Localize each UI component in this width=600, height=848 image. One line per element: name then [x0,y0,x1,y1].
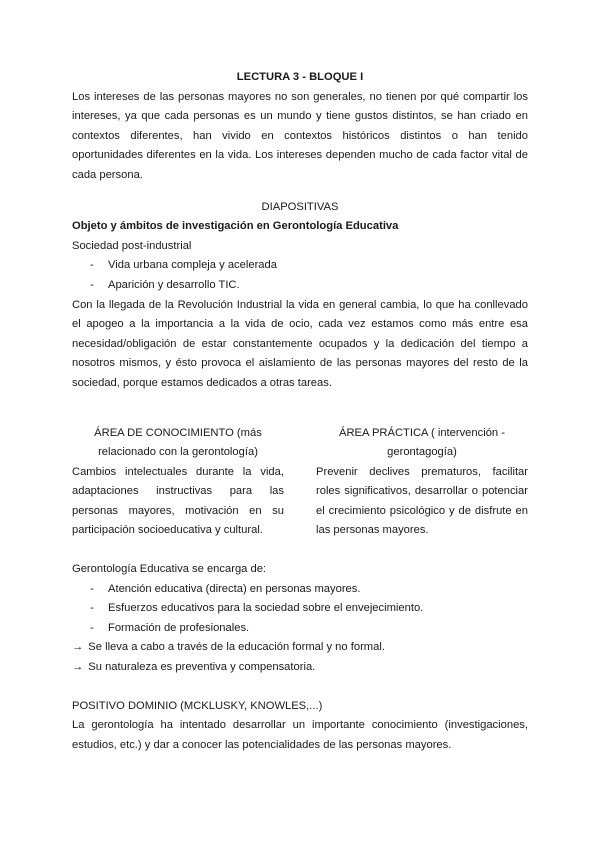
knowledge-area-column [72,424,284,542]
practical-area-body: Prevenir declives prematuros, facilitar roles significativos, desarrollar o potenciar el crecimiento psicológico y de disfrute en las personas mayores. [316,465,528,537]
knowledge-area-heading-line2: relacionado con la gerontología) [98,446,258,459]
list-item: - Vida urbana compleja y acelerada [72,256,528,276]
practical-area-heading-line2: gerontagogía) [387,446,457,459]
intro-paragraph: Los intereses de las personas mayores no son generales, no tienen por qué compartir los intereses, ya que cada personas es un mundo y tiene gustos distintos, se han criado en contextos diferentes, han vivido en contextos históricos distintos o han tenido oportunidades diferentes en la vida. Los intereses dependen mucho de cada factor vital de cada persona. [72,90,528,181]
slides-heading: DIAPOSITIVAS [261,200,339,213]
arrow-item: → Su naturaleza es preventiva y compensatoria. [72,661,316,674]
practical-area-column [316,424,528,542]
dash-bullet: - [90,259,94,272]
two-column-block [72,424,528,542]
dash-bullet: - [90,602,94,615]
knowledge-area-heading-line1: ÁREA DE CONOCIMIENTO (más [94,426,262,439]
list-item: - Atención educativa (directa) en personas mayores. [72,580,528,600]
revolution-paragraph: Con la llegada de la Revolución Industrial la vida en general cambia, lo que ha conllevado el apogeo a la importancia a la vida de ocio, cada vez estamos como más entre esa necesidad/obligación de estar constantemente ocupados y la dedicación del tiempo a nosotros mismos, y ésto provoca el aislamiento de las personas mayores del resto de la sociedad, porque estamos dedicados a otras tareas. [72,298,528,389]
document-body [72,68,528,755]
society-label: Sociedad post-industrial [72,239,192,252]
dash-bullet: - [90,621,94,634]
edu-list [72,580,528,639]
document-title: LECTURA 3 - BLOQUE I [236,71,364,83]
dash-bullet: - [90,582,94,595]
arrow-right-icon: → [72,661,84,674]
section-heading: Objeto y ámbitos de investigación en Gerontología Educativa [72,220,399,233]
arrow-item: → Se lleva a cabo a través de la educación formal y no formal. [72,641,385,654]
list-item: - Formación de profesionales. [72,619,528,639]
society-list [72,256,528,295]
list-item: - Esfuerzos educativos para la sociedad sobre el envejecimiento. [72,599,528,619]
list-item: - Aparición y desarrollo TIC. [72,276,528,296]
practical-area-heading-line1: ÁREA PRÁCTICA ( intervención - [338,426,505,439]
knowledge-area-body: Cambios intelectuales durante la vida, adaptaciones instructivas para las personas mayores, motivación en su participación socioeducativa y cultural. [72,465,284,537]
positive-paragraph: La gerontología ha intentado desarrollar un importante conocimiento (investigaciones, estudios, etc.) y dar a conocer las potencialidades de las personas mayores. [72,719,528,751]
dash-bullet: - [90,278,94,291]
edu-label: Gerontología Educativa se encarga de: [72,563,267,576]
positive-heading: POSITIVO DOMINIO (MCKLUSKY, KNOWLES,...) [72,699,323,712]
arrow-right-icon: → [72,641,84,654]
